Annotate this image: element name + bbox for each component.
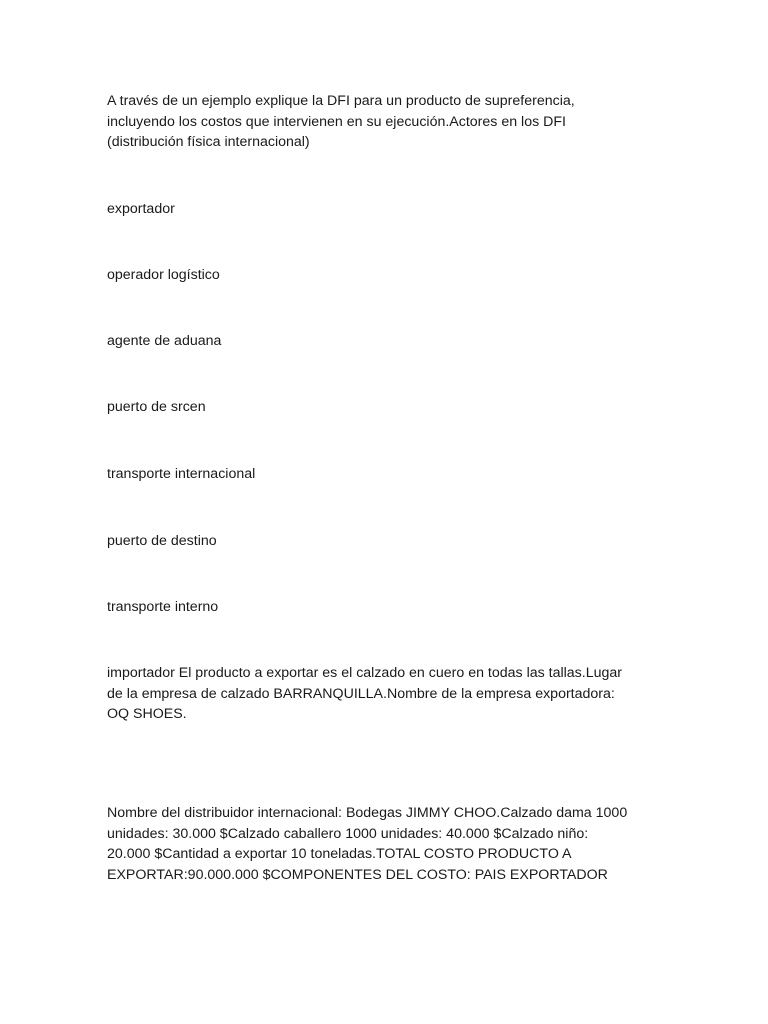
intro-line-3: (distribución física internacional) [107, 134, 310, 150]
importer-paragraph [107, 663, 667, 725]
distributor-line-3: 20.000 $Cantidad a exportar 10 toneladas.TOTAL COSTO PRODUCTO A [107, 846, 572, 862]
distributor-line-1: Nombre del distribuidor internacional: Bodegas JIMMY CHOO.Calzado dama 1000 [107, 805, 628, 821]
actor-label: agente de aduana [107, 333, 222, 349]
actor-operador-logistico [107, 265, 667, 286]
actor-label: exportador [107, 201, 175, 217]
intro-paragraph [107, 91, 667, 153]
actor-label: transporte interno [107, 599, 219, 615]
distributor-paragraph [107, 803, 667, 885]
actor-label: puerto de srcen [107, 399, 206, 415]
actor-exportador [107, 199, 667, 220]
intro-line-2: incluyendo los costos que intervienen en su ejecución.Actores en los DFI [107, 113, 566, 130]
actor-puerto-de-origen [107, 397, 667, 418]
intro-line-1: A través de un ejemplo explique la DFI para un producto de supreferencia, [107, 93, 575, 109]
actor-transporte-internacional [107, 464, 667, 485]
actor-agente-de-aduana [107, 331, 667, 352]
actor-label: transporte internacional [107, 466, 256, 482]
importer-line-2: de la empresa de calzado BARRANQUILLA.Nombre de la empresa exportadora: [107, 685, 615, 702]
importer-line-3: OQ SHOES. [107, 706, 187, 722]
importer-line-1: importador El producto a exportar es el calzado en cuero en todas las tallas.Lugar [107, 665, 622, 681]
actor-label: operador logístico [107, 267, 220, 283]
distributor-line-4: EXPORTAR:90.000.000 $COMPONENTES DEL COSTO: PAIS EXPORTADOR [107, 866, 608, 883]
actor-transporte-interno [107, 597, 667, 618]
actor-label: puerto de destino [107, 533, 217, 549]
actor-puerto-de-destino [107, 531, 667, 552]
distributor-line-2: unidades: 30.000 $Calzado caballero 1000 unidades: 40.000 $Calzado niño: [107, 825, 589, 842]
